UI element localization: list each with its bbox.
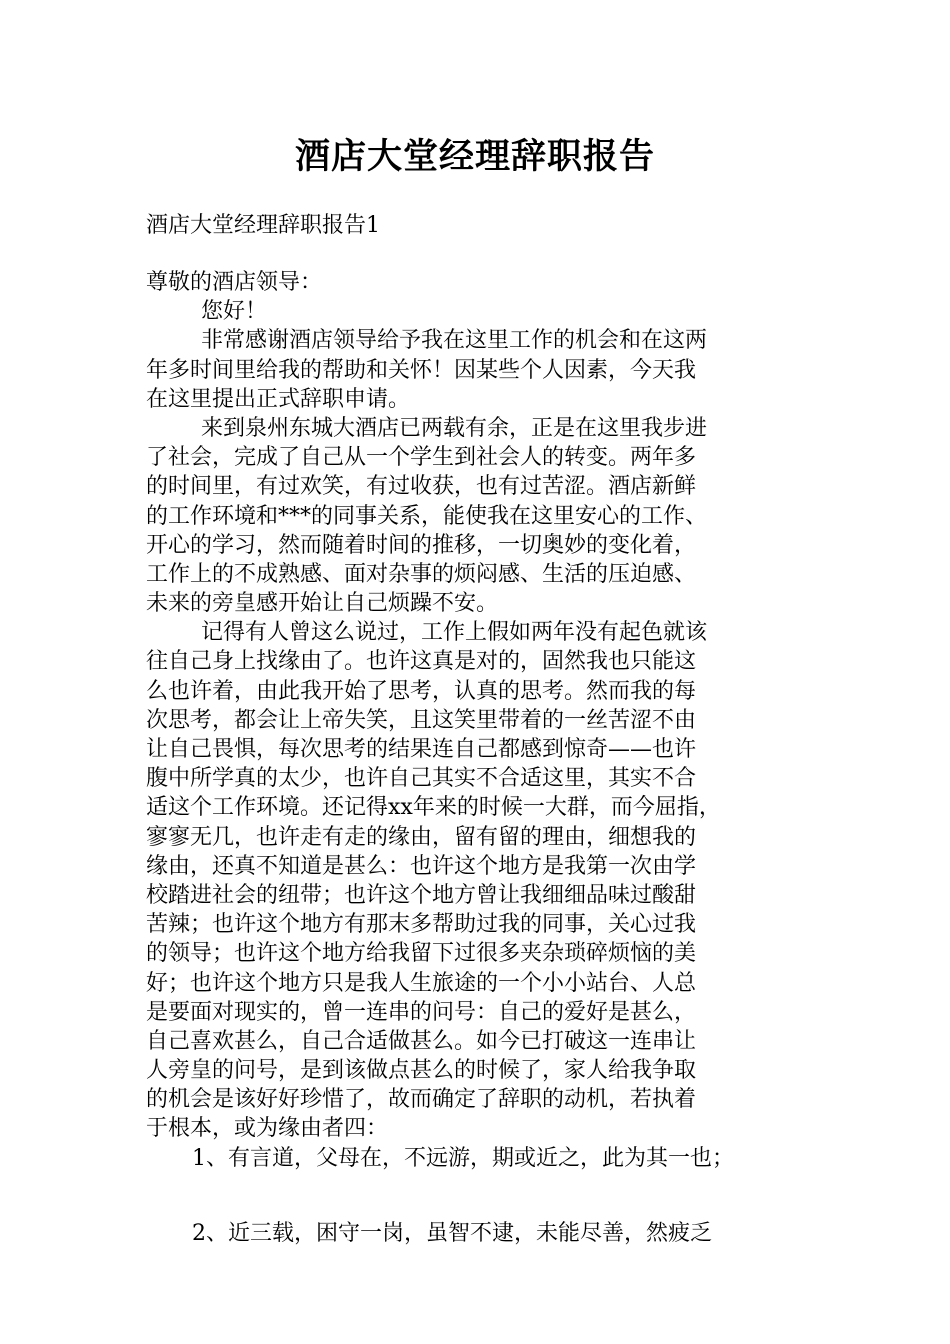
body-line: 了社会，完成了自己从一个学生到社会人的转变。两年多 — [146, 445, 697, 471]
body-line: 于根本，或为缘由者四： — [146, 1116, 389, 1142]
body-line: 适这个工作环境。还记得xx年来的时候一大群，而今屈指， — [146, 795, 721, 821]
document-body — [146, 268, 806, 1248]
body-line: 记得有人曾这么说过，工作上假如两年没有起色就该 — [201, 620, 708, 646]
body-line: 好；也许这个地方只是我人生旅途的一个小小站台、人总 — [146, 970, 697, 996]
body-line: 让自己畏惧，每次思考的结果连自己都感到惊奇——也许 — [146, 737, 697, 762]
body-line: 的时间里，有过欢笑，有过收获，也有过苦涩。酒店新鲜 — [146, 474, 697, 500]
body-line: 么也许着，由此我开始了思考，认真的思考。然而我的每 — [146, 678, 697, 704]
body-line: 人旁皇的问号，是到该做点甚么的时候了，家人给我争取 — [146, 1058, 697, 1084]
body-line: 腹中所学真的太少，也许自己其实不合适这里，其实不合 — [146, 766, 697, 792]
body-line: 缘由，还真不知道是甚么：也许这个地方是我第一次由学 — [146, 853, 697, 879]
body-line: 的领导；也许这个地方给我留下过很多夹杂琐碎烦恼的美 — [146, 941, 697, 967]
body-line: 开心的学习，然而随着时间的推移，一切奥妙的变化着， — [146, 532, 697, 558]
body-line: 在这里提出正式辞职申请。 — [146, 386, 411, 412]
body-line: 年多时间里给我的帮助和关怀！因某些个人因素，今天我 — [146, 357, 697, 383]
body-line: 自己喜欢甚么，自己合适做甚么。如今已打破这一连串让 — [146, 1028, 697, 1054]
body-line: 苦辣；也许这个地方有那末多帮助过我的同事，关心过我 — [146, 912, 697, 938]
paragraph-gap — [146, 1173, 806, 1219]
body-line: 校踏进社会的纽带；也许这个地方曾让我细细品味过酸甜 — [146, 882, 697, 908]
document-subtitle: 酒店大堂经理辞职报告1 — [146, 213, 380, 238]
document-title: 酒店大堂经理辞职报告 — [294, 136, 655, 177]
list-item: 1、有言道，父母在，不远游，期或近之，此为其一也； — [192, 1145, 734, 1171]
salutation: 尊敬的酒店领导： — [146, 270, 323, 295]
greeting: 您好！ — [201, 299, 268, 325]
body-line: 的工作环境和***的同事关系，能使我在这里安心的工作、 — [146, 503, 708, 529]
body-line: 来到泉州东城大酒店已两载有余，正是在这里我步进 — [201, 415, 708, 441]
body-line: 工作上的不成熟感、面对杂事的烦闷感、生活的压迫感、 — [146, 561, 697, 587]
body-line: 未来的旁皇感开始让自己烦躁不安。 — [146, 591, 499, 617]
body-line: 次思考，都会让上帝失笑，且这笑里带着的一丝苦涩不由 — [146, 707, 697, 733]
body-line: 非常感谢酒店领导给予我在这里工作的机会和在这两 — [201, 328, 708, 354]
body-line: 是要面对现实的，曾一连串的问号：自己的爱好是甚么， — [146, 999, 697, 1025]
body-line: 往自己身上找缘由了。也许这真是对的，固然我也只能这 — [146, 649, 697, 675]
list-item: 2、近三载，困守一岗，虽智不逮，未能尽善，然疲乏 — [192, 1220, 712, 1246]
body-line: 寥寥无几，也许走有走的缘由，留有留的理由，细想我的 — [146, 824, 697, 850]
body-line: 的机会是该好好珍惜了，故而确定了辞职的动机，若执着 — [146, 1087, 697, 1113]
